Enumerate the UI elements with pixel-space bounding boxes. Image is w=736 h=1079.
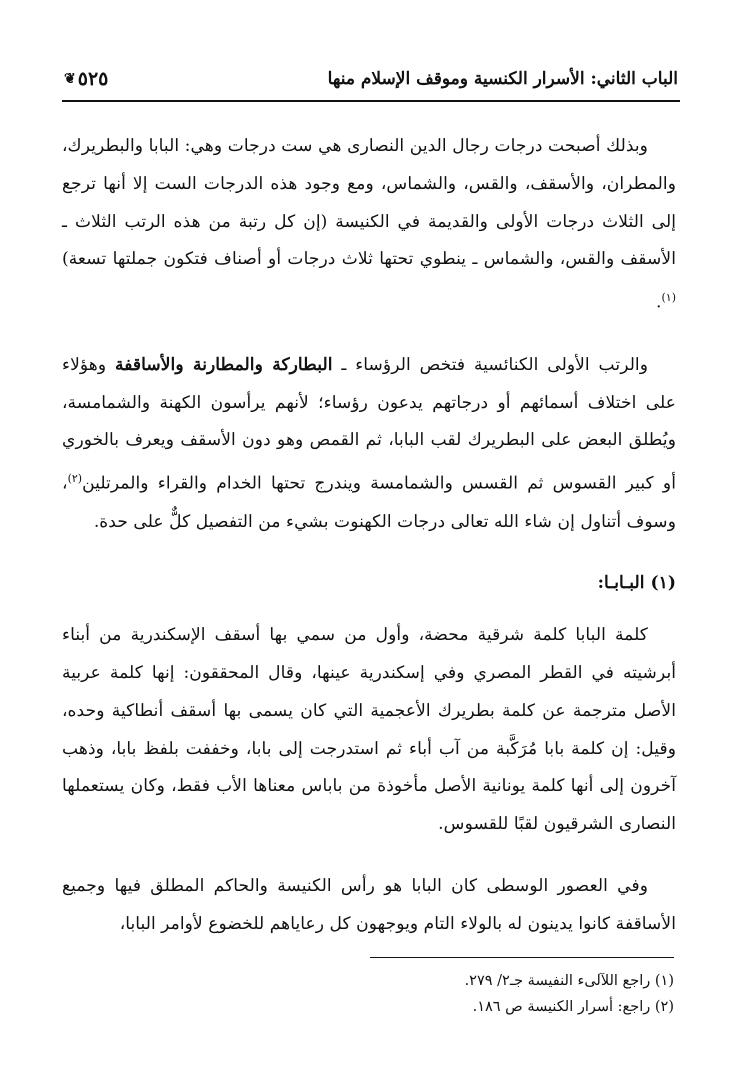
header-rule [62,100,680,102]
footnote-ref-1: (١) [661,291,676,305]
paragraph-1 [62,128,676,323]
paragraph-1-text: وبذلك أصبحت درجات رجال الدين النصارى هي ست درجات وهي: البابا والبطريرك، والمطران، والأسقف، والقس، والشماس، ومع وجود هذه الدرجات الست إلا أنها ترجع إلى الثلاث درجات الأولى والقديمة في الكنيسة (إن كل رتبة من هذه الرتب الثلاث ـ الأسقف والقس، والشماس ـ ينطوي تحتها ثلاث درجات أو أصناف فتكون جملتها تسعة) [62,136,676,270]
paragraph-1-end: . [656,292,662,313]
paragraph-2 [62,347,676,542]
page-number-block [64,68,108,90]
footnote-rule [370,957,674,958]
paragraph-2-bold: البطاركة والمطارنة والأساقفة [114,354,333,375]
page-number: ٥٢٥ [77,68,109,90]
paragraph-2-start: والرتب الأولى الكنائسية فتخص الرؤساء ـ [332,354,649,375]
body-text [62,128,676,968]
section-heading: (١) البـابـا: [597,573,676,594]
footnotes [62,968,674,1020]
paragraph-3: كلمة البابا كلمة شرقية محضة، وأول من سمي بها أسقف الإسكندرية من أبناء أبرشيته في القطر المصري وفي إسكندرية عينها، وقال المحققون: إنها كلمة عربية الأصل مترجمة عن كلمة بطريرك الأعجمية التي كان يسمى بها أسقف أنطاكية وحده، وقيل: إن كلمة بابا مُرَكَّبة من آب أباء ثم استدرجت إلى بابا، وخففت بلفظ بابا، وذهب آخرون إلى أنها كلمة يونانية الأصل مأخوذة من باباس معناها الأب فقط، وكان يستعملها النصارى الشرقيون لقبًا للقسوس. [62,625,676,835]
paragraph-4: وفي العصور الوسطى كان البابا هو رأس الكنيسة والحاكم المطلق فيها وجميع الأساقفة كانوا يدينون له بالولاء التام ويوجهون كل رعاياهم للخضوع لأوامر البابا، [62,876,676,934]
footnote-2: (٢) راجع: أسرار الكنيسة ص ١٨٦. [472,999,674,1015]
paragraph-2-mid: وهؤلاء على اختلاف أسمائهم أو درجاتهم يدعون رؤساء؛ لأنهم يرأسون الكهنة والشمامسة، ويُطلق البعض على البطريرك لقب البابا، ثم القمص وهو دون الأسقف ويعرف بالخوري أو كبير القسوس ثم القسس والشمامسة ويندرج تحتها الخدام والقراء والمرتلين [62,354,676,494]
footnote-1: (١) راجع اللآلىء النفيسة جـ٢/ ٢٧٩. [464,973,674,989]
footnote-ref-2: (٢) [67,472,83,486]
paragraph-2-end: ، وسوف أتناول إن شاء الله تعالى درجات الكهنوت بشيء من التفصيل كلٌّ على حدة. [62,473,676,532]
ornament-icon: ❦ [64,71,76,87]
running-title: الباب الثاني: الأسرار الكنسية وموقف الإسلام منها [327,69,678,89]
page-header [64,62,678,96]
